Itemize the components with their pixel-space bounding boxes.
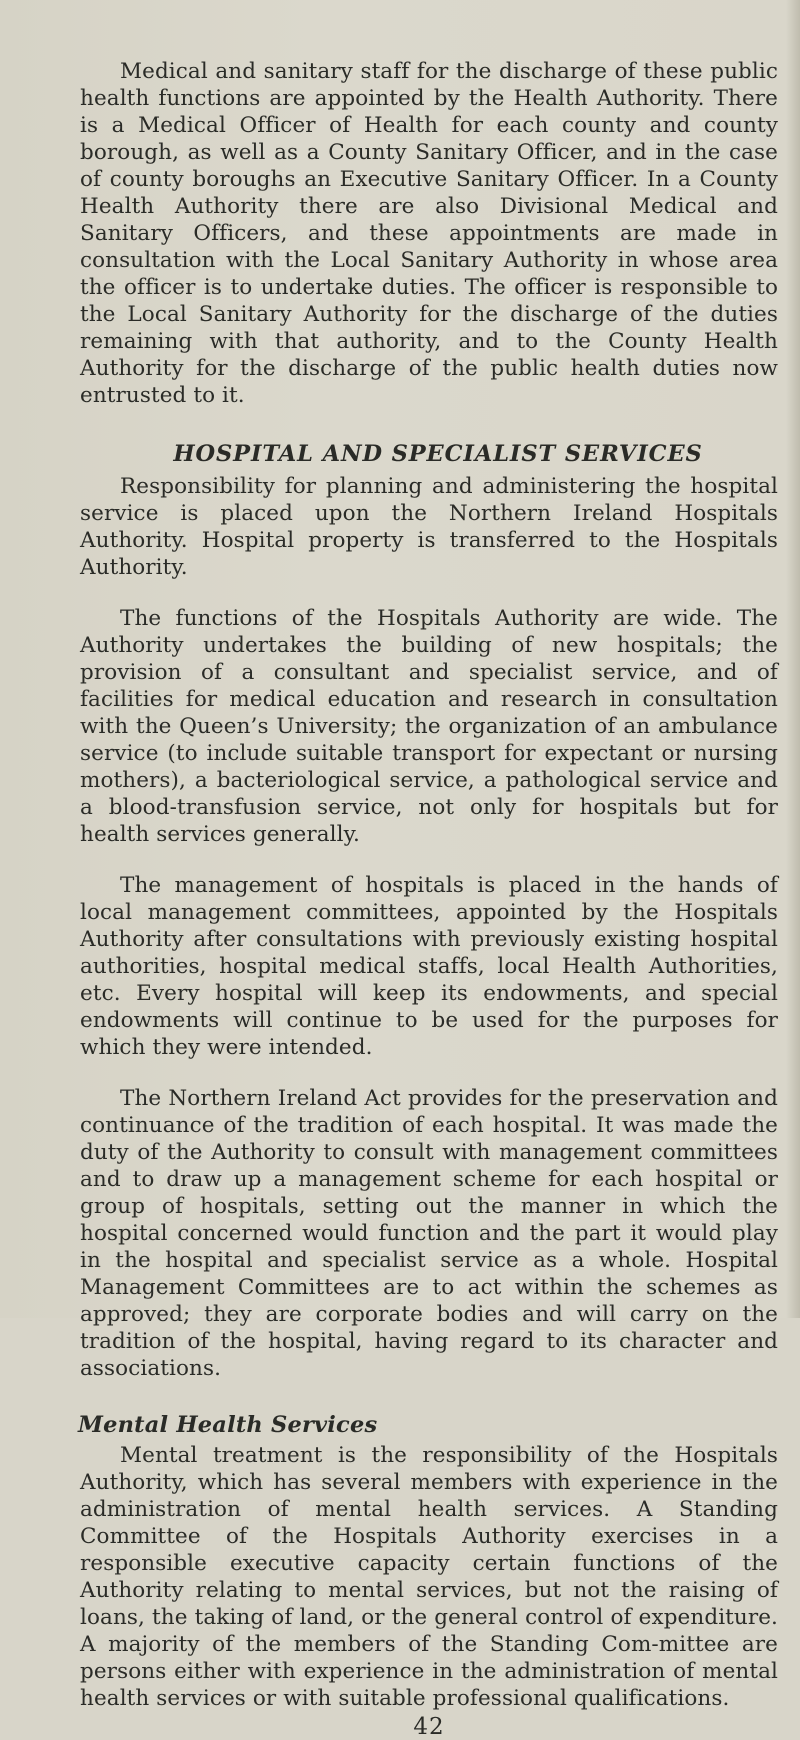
page-number: 42 [413,1714,445,1740]
paragraph-public-health-staff: Medical and sanitary staff for the discharge of these public health functions are appointed by the Health Authority. There is a Medical Officer of Health for each county and county borough, as well as a County Sanitary Officer, and in the case of county boroughs an Executive Sanitary Officer. In a County Health Authority there are also Divisional Medical and Sanitary Officers, and these appointments are made in consultation with the Local Sanitary Authority in whose area the officer is to undertake duties. The officer is responsible to the Local Sanitary Authority for the discharge of the duties remaining with that authority, and to the County Health Authority for the discharge of the public health duties now entrusted to it. [80,59,778,408]
paragraph-hospital-tradition: The Northern Ireland Act provides for the preservation and continuance of the tradition of each hospital. It was made the duty of the Authority to consult with management committees and to draw up a management scheme for each hospital or group of hospitals, setting out the manner in which the hospital concerned would function and the part it would play in the hospital and specialist service as a whole. Hospital Management Committees are to act within the schemes as approved; they are corporate bodies and will carry on the tradition of the hospital, having regard to its character and associations. [80,1086,778,1381]
section-heading-mental-health: Mental Health Services [78,1412,378,1438]
paragraph-hospitals-authority-responsibility: Responsibility for planning and administering the hospital service is placed upon the Northern Ireland Hospitals Authority. Hospital property is transferred to the Hospitals Authority. [80,474,778,580]
paragraph-management-committees: The management of hospitals is placed in the hands of local management committees, appointed by the Hospitals Authority after consultations with previously existing hospital authorities, hospital medical staffs, local Health Authorities, etc. Every hospital will keep its endowments, and special endowments will continue to be used for the purposes for which they were intended. [80,873,778,1060]
paragraph-mental-treatment: Mental treatment is the responsibility of the Hospitals Authority, which has several members with experience in the administration of mental health services. A Standing Committee of the Hospitals Authority exercises in a responsible executive capacity certain functions of the Authority relating to mental services, but not the raising of loans, the taking of land, or the general control of expenditure. A majority of the members of the Standing Com-mittee are persons either with experience in the administration of mental health services or with suitable professional qualifications. [80,1443,778,1711]
section-heading-hospital-services: HOSPITAL AND SPECIALIST SERVICES [173,441,703,467]
paragraph-hospitals-authority-functions: The functions of the Hospitals Authority are wide. The Authority undertakes the building of new hospitals; the provision of a consultant and specialist service, and of facilities for medical education and research in consultation with the Queen’s University; the organization of an ambulance service (to include suitable transport for expectant or nursing mothers), a bacteriological service, a pathological service and a blood-transfusion service, not only for hospitals but for health services generally. [80,606,778,847]
